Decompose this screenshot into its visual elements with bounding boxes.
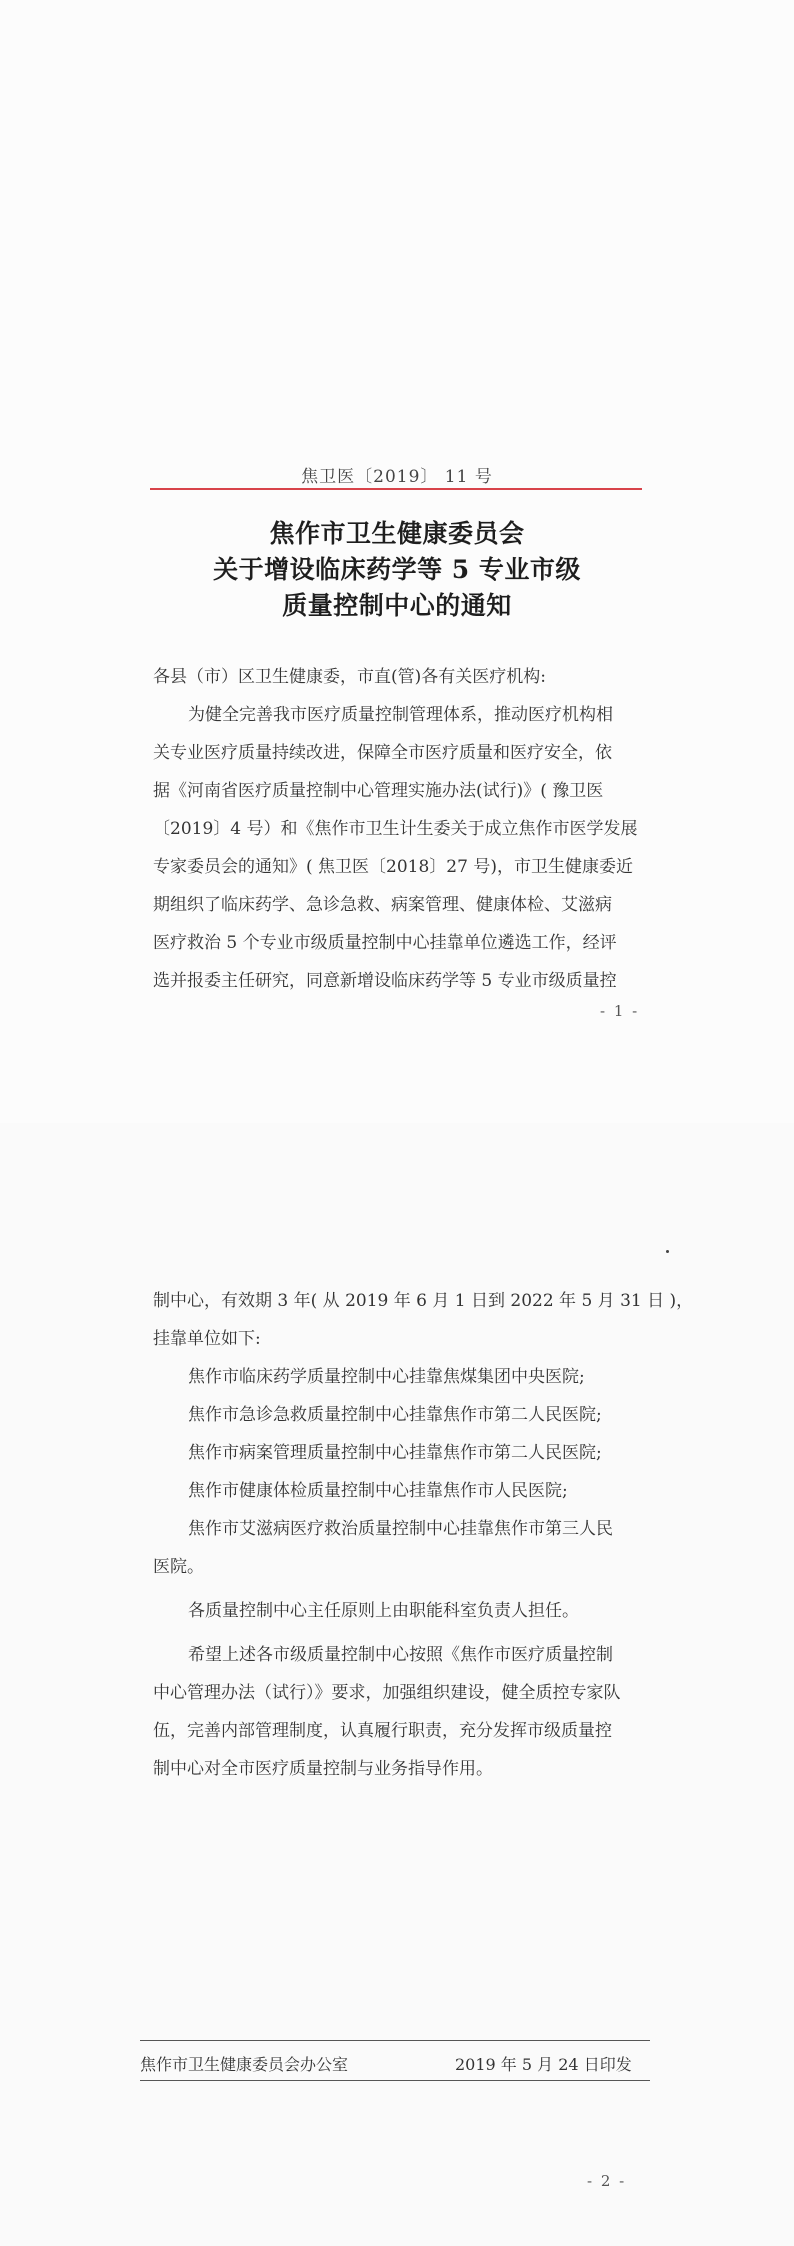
footer-office: 焦作市卫生健康委员会办公室 bbox=[140, 2055, 349, 2074]
body-line: 〔2019〕4 号）和《焦作市卫生计生委关于成立焦作市医学发展 bbox=[153, 819, 638, 839]
hope-line: 希望上述各市级质量控制中心按照《焦作市医疗质量控制 bbox=[188, 1645, 613, 1665]
body-line: 选并报委主任研究，同意新增设临床药学等 5 专业市级质量控 bbox=[153, 971, 617, 991]
body-line: 挂靠单位如下: bbox=[153, 1329, 261, 1349]
body-line: 制中心，有效期 3 年( 从 2019 年 6 月 1 日到 2022 年 5 月 31 日 )， bbox=[153, 1291, 694, 1311]
body-line: 关专业医疗质量持续改进，保障全市医疗质量和医疗安全，依 bbox=[153, 743, 612, 763]
footer-rule-top bbox=[140, 2040, 650, 2041]
addressee: 各县（市）区卫生健康委，市直(管)各有关医疗机构: bbox=[153, 667, 546, 687]
hope-line: 制中心对全市医疗质量控制与业务指导作用。 bbox=[153, 1759, 493, 1779]
unit-item: 焦作市急诊急救质量控制中心挂靠焦作市第二人民医院; bbox=[188, 1405, 602, 1425]
unit-item-tail: 医院。 bbox=[153, 1557, 204, 1577]
body-line: 据《河南省医疗质量控制中心管理实施办法(试行)》( 豫卫医 bbox=[153, 781, 604, 801]
page-number-1: - 1 - bbox=[600, 1002, 640, 1020]
footer-rule-bottom bbox=[140, 2080, 650, 2081]
unit-item: 焦作市临床药学质量控制中心挂靠焦煤集团中央医院; bbox=[188, 1367, 585, 1387]
body-line: 医疗救治 5 个专业市级质量控制中心挂靠单位遴选工作，经评 bbox=[153, 933, 617, 953]
body-line: 期组织了临床药学、急诊急救、病案管理、健康体检、艾滋病 bbox=[153, 895, 612, 915]
unit-item: 焦作市病案管理质量控制中心挂靠焦作市第二人民医院; bbox=[188, 1443, 602, 1463]
scan-dot bbox=[666, 1250, 669, 1253]
body-line: 为健全完善我市医疗质量控制管理体系，推动医疗机构相 bbox=[188, 705, 613, 725]
hope-line: 伍，完善内部管理制度，认真履行职责，充分发挥市级质量控 bbox=[153, 1721, 612, 1741]
title-line-1: 焦作市卫生健康委员会 bbox=[269, 519, 525, 548]
page-number-2: - 2 - bbox=[587, 2172, 627, 2190]
red-header-rule bbox=[150, 488, 642, 490]
title-line-2: 关于增设临床药学等 5 专业市级 bbox=[213, 555, 581, 584]
body-line: 专家委员会的通知》( 焦卫医〔2018〕27 号)，市卫生健康委近 bbox=[153, 857, 633, 877]
title-line-3: 质量控制中心的通知 bbox=[282, 591, 512, 620]
hope-line: 中心管理办法（试行）》要求，加强组织建设，健全质控专家队 bbox=[153, 1683, 621, 1703]
unit-item: 焦作市健康体检质量控制中心挂靠焦作市人民医院; bbox=[188, 1481, 568, 1501]
director-paragraph: 各质量控制中心主任原则上由职能科室负责人担任。 bbox=[188, 1601, 579, 1621]
footer-date: 2019 年 5 月 24 日印发 bbox=[455, 2055, 632, 2074]
document-number: 焦卫医〔2019〕 11 号 bbox=[301, 467, 493, 487]
unit-item: 焦作市艾滋病医疗救治质量控制中心挂靠焦作市第三人民 bbox=[188, 1519, 613, 1539]
